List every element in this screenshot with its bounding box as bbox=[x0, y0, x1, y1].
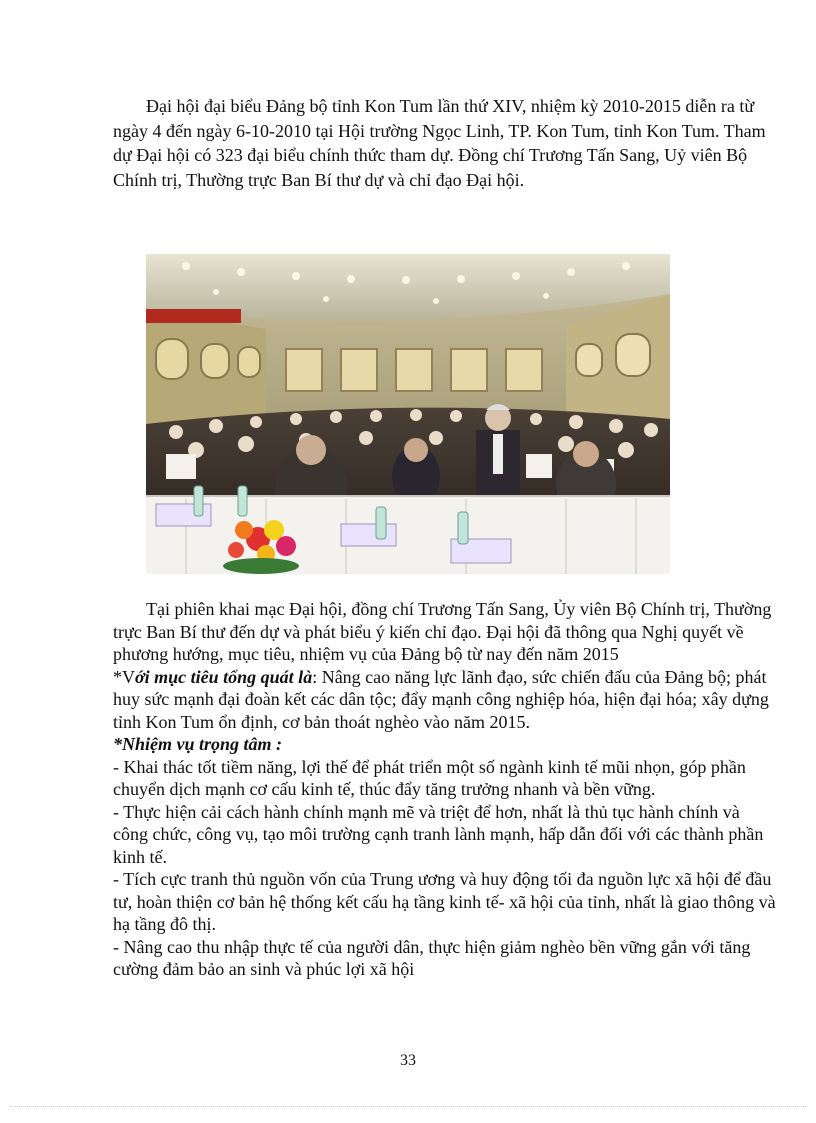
page-number: 33 bbox=[400, 1052, 416, 1069]
intro-paragraph bbox=[113, 94, 773, 192]
tasks-heading: *Nhiệm vụ trọng tâm : bbox=[113, 734, 283, 754]
task-item-4: - Nâng cao thu nhập thực tế của người dân, thực hiện giảm nghèo bền vững gắn với tăng cường đảm bảo an sinh và phúc lợi xã hội bbox=[113, 936, 751, 979]
opening-text: Tại phiên khai mạc Đại hội, đồng chí Trương Tấn Sang, Ủy viên Bộ Chính trị, Thường trực Ban Bí thư đến dự và phát biểu ý kiến chỉ đạo. Đại hội đã thông qua Nghị quyết về phương hướng, mục tiêu, nhiệm vụ của Đảng bộ từ nay đến năm 2015 bbox=[113, 599, 772, 664]
goal-text: : Nâng cao năng lực lãnh đạo, sức chiến đấu của Đảng bộ; phát huy sức mạnh đại đoàn kết các dân tộc; đẩy mạnh công nghiệp hóa, hiện đại hóa; xây dựng tỉnh Kon Tum ổn định, cơ bản thoát nghèo vào năm 2015. bbox=[113, 666, 769, 732]
body-text bbox=[113, 598, 778, 981]
goal-label: ới mục tiêu tổng quát là bbox=[135, 666, 313, 687]
congress-photo bbox=[146, 254, 670, 574]
intro-text: Đại hội đại biểu Đảng bộ tỉnh Kon Tum lần thứ XIV, nhiệm kỳ 2010-2015 diễn ra từ ngày 4 đến ngày 6-10-2010 tại Hội trường Ngọc Linh, TP. Kon Tum, tỉnh Kon Tum. Tham dự Đại hội có 323 đại biểu chính thức tham dự. Đồng chí Trương Tấn Sang, Uỷ viên Bộ Chính trị, Thường trực Ban Bí thư dự và chỉ đạo Đại hội. bbox=[113, 96, 766, 190]
congress-hall-image bbox=[146, 254, 670, 574]
task-item-3: - Tích cực tranh thủ nguồn vốn của Trung ương và huy động tối đa nguồn lực xã hội để đầu tư, hoàn thiện cơ bản hệ thống kết cấu hạ tầng kinh tế- xã hội của tỉnh, nhất là giao thông và hạ tầng đô thị. bbox=[113, 869, 776, 934]
task-item-2: - Thực hiện cải cách hành chính mạnh mẽ và triệt để hơn, nhất là thủ tục hành chính và công chức, công vụ, tạo môi trường cạnh tranh lành mạnh, hấp dẫn đối với các thành phần kinh tế. bbox=[113, 801, 764, 867]
task-item-1: - Khai thác tốt tiềm năng, lợi thế để phát triển một số ngành kinh tế mũi nhọn, góp phần chuyển dịch mạnh cơ cấu kinh tế, thúc đẩy tăng trưởng nhanh và bền vững. bbox=[113, 756, 746, 799]
page-bottom-divider bbox=[10, 1106, 806, 1107]
goal-prefix: *V bbox=[113, 666, 135, 687]
opening-paragraph bbox=[113, 598, 778, 666]
goal-paragraph bbox=[113, 666, 778, 734]
